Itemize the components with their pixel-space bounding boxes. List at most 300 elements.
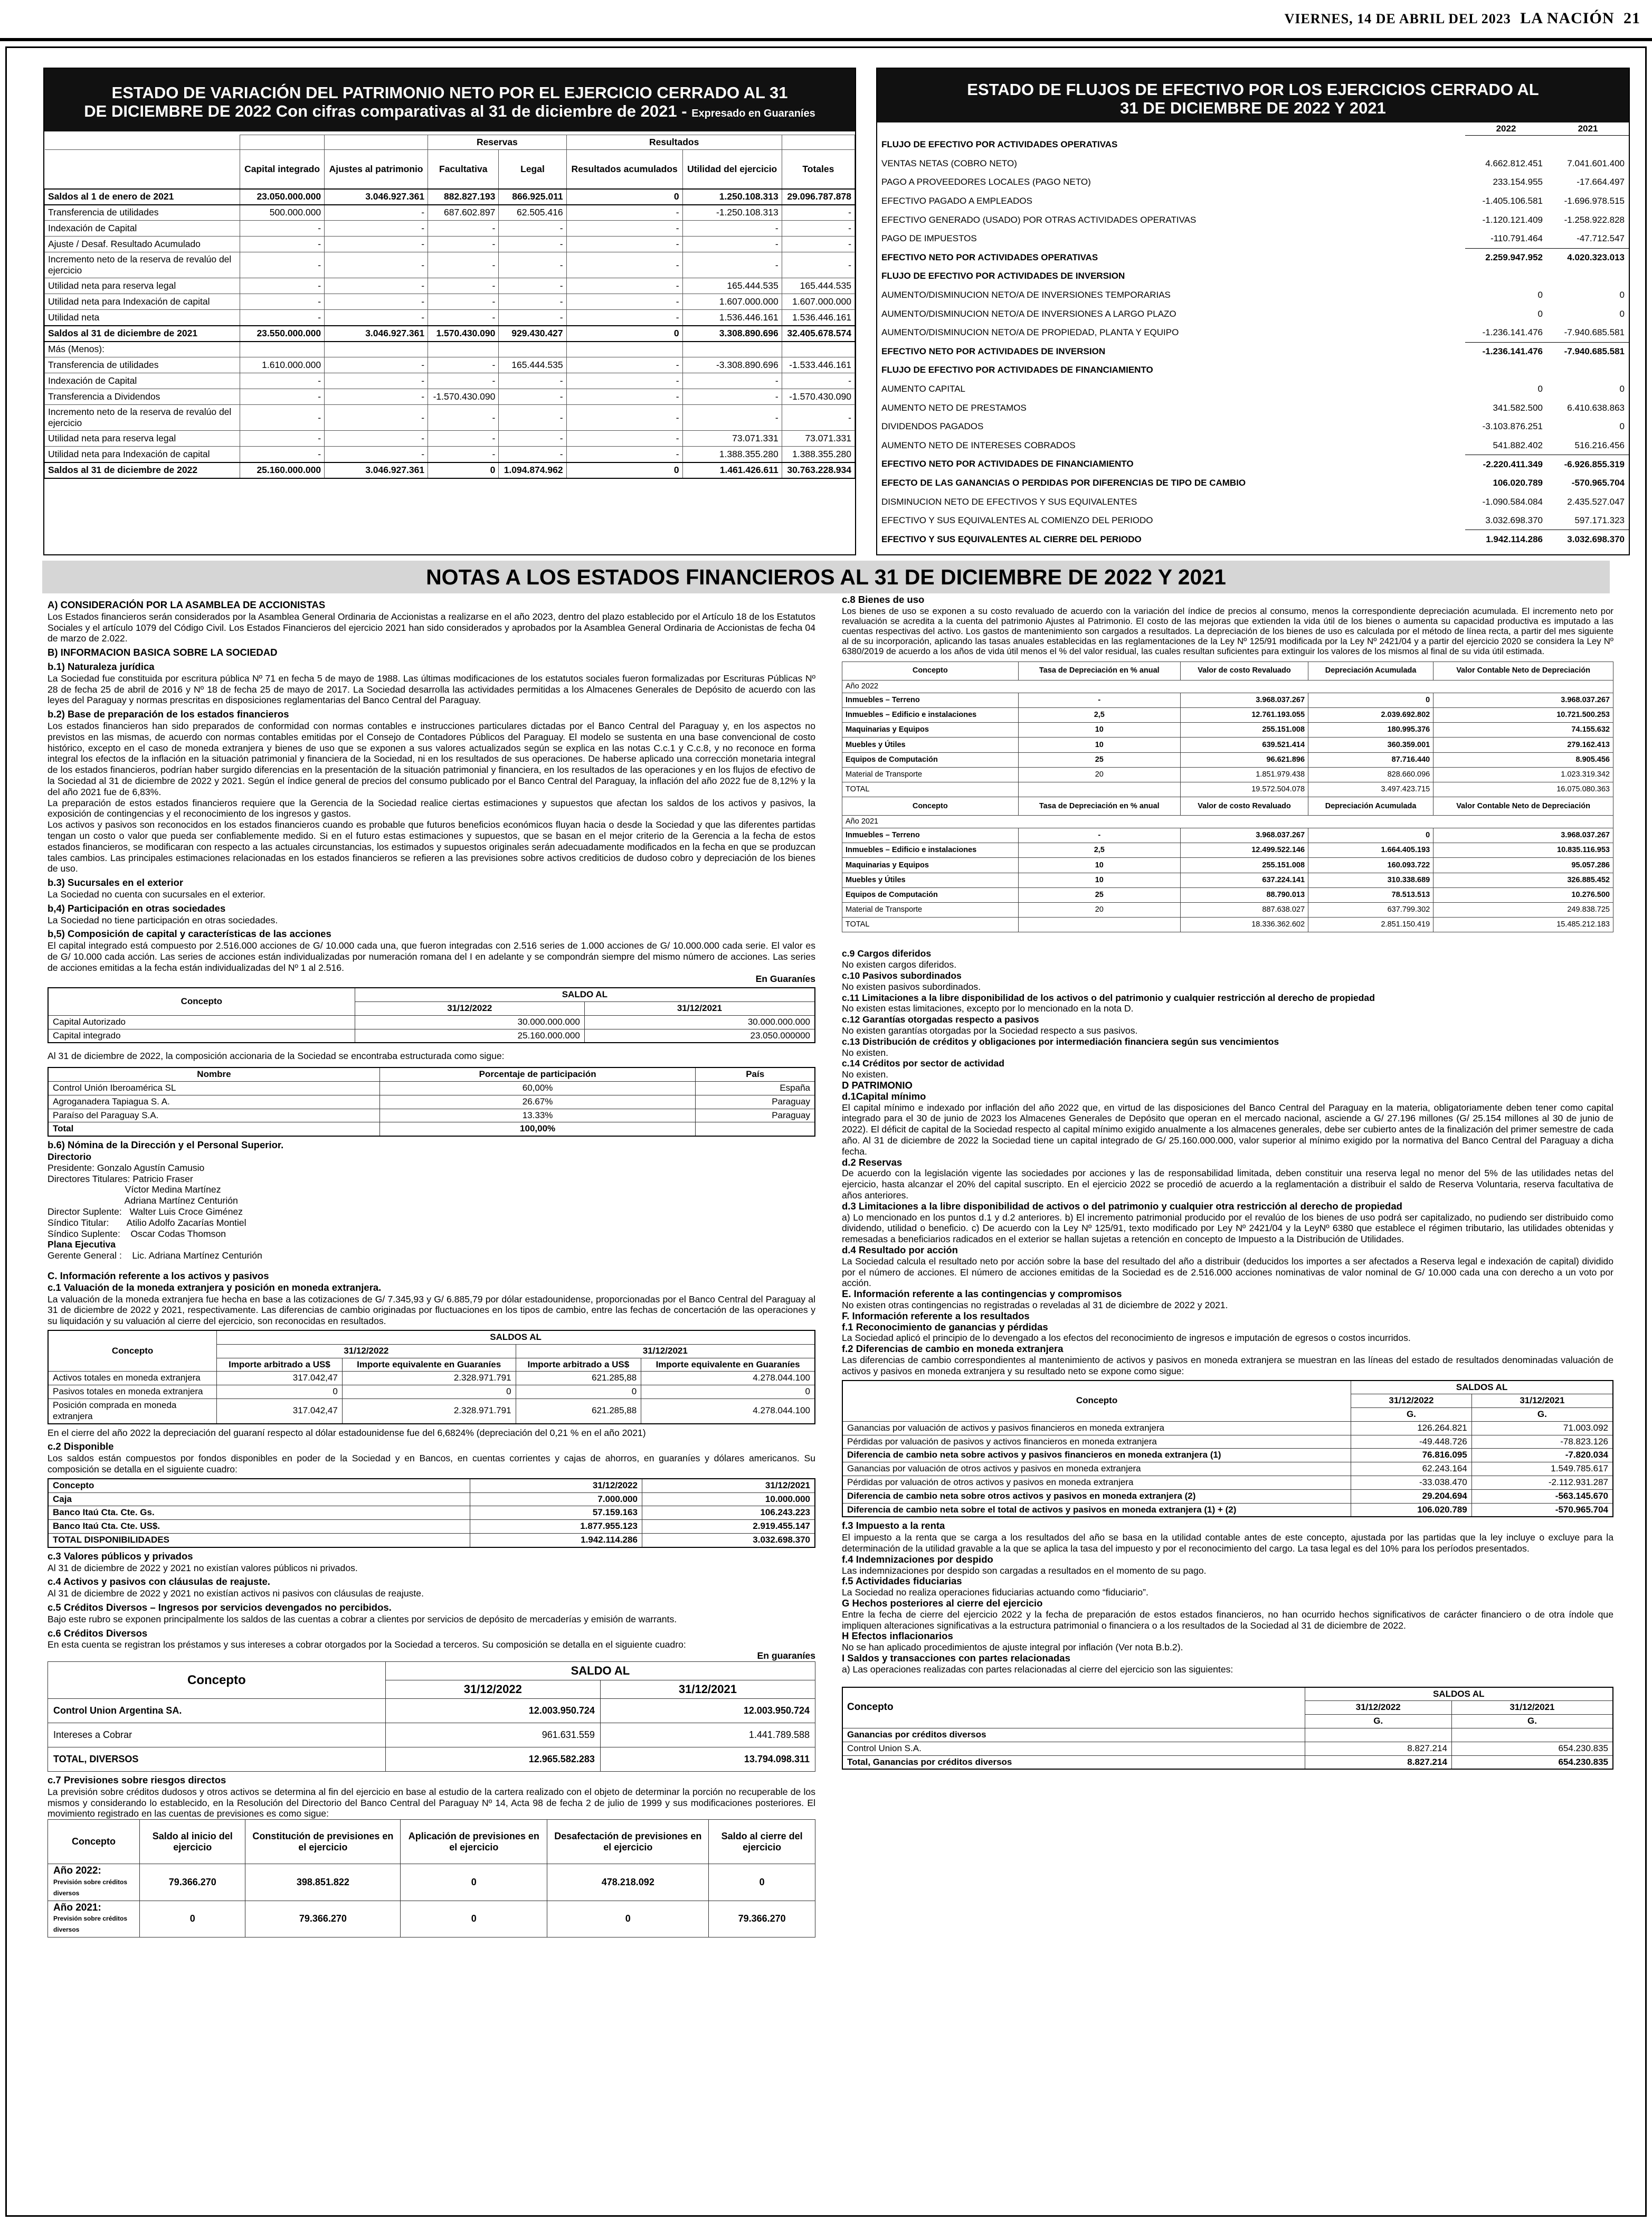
table-cell: 62.243.164 <box>1351 1462 1472 1476</box>
table-cell: 1.536.446.161 <box>682 310 782 326</box>
board-line: Plana Ejecutiva <box>48 1239 116 1250</box>
table-row <box>842 1435 1613 1449</box>
table-cell: 360.359.001 <box>1308 738 1433 752</box>
paragraph: La Sociedad no cuenta con sucursales en el exterior. <box>48 889 265 900</box>
section-heading: c.13 Distribución de créditos y obligaciones por intermediación financiera según sus vencimientos <box>842 1036 1279 1047</box>
col-header: Capital integrado <box>240 150 325 189</box>
table-cell: -570.965.704 <box>1471 1503 1613 1517</box>
table-row <box>842 1755 1613 1769</box>
table-cell: TOTAL DISPONIBILIDADES <box>48 1533 470 1547</box>
table-cell: 0 <box>566 326 682 342</box>
section-heading: f.1 Reconocimiento de ganancias y pérdidas <box>842 1321 1048 1332</box>
col-header: Depreciación Acumulada <box>1308 797 1433 816</box>
table-row <box>48 1723 815 1747</box>
table-cell: Diferencia de cambio neta sobre el total de activos y pasivos en moneda extranjera (1) + (2) <box>842 1503 1351 1517</box>
table-row <box>877 399 1629 418</box>
table-cell: - <box>428 221 499 237</box>
table-cell: 4.662.812.451 <box>1485 158 1543 168</box>
table-cell: - <box>428 373 499 389</box>
table-cell: 106.020.789 <box>1351 1503 1472 1517</box>
paragraph: No existen estas limitaciones, excepto por lo mencionado en la nota D. <box>842 1003 1134 1014</box>
table-cell: 654.230.835 <box>1451 1755 1613 1769</box>
board-line: Síndico Titular: Atilio Adolfo Zacarías Montiel <box>48 1217 246 1228</box>
notes-list <box>842 948 1613 1080</box>
table-row <box>877 229 1629 248</box>
table-cell: 1.388.355.280 <box>782 447 855 462</box>
table-row <box>45 237 855 252</box>
paragraph: No existen otras contingencias no registradas o reveladas al 31 de diciembre de 2022 y 2021. <box>842 1299 1228 1310</box>
section-heading: c.9 Cargos diferidos <box>842 948 932 959</box>
table-cell: 13.794.098.311 <box>600 1747 815 1771</box>
table-cell: - <box>325 405 428 431</box>
table-cell: 1.094.874.962 <box>499 462 566 478</box>
table-cell: -570.965.704 <box>1571 477 1625 488</box>
table-cell: Posición comprada en moneda extranjera <box>48 1399 217 1424</box>
row-label: Ajuste / Desaf. Resultado Acumulado <box>45 237 240 252</box>
table-cell: 3.968.037.267 <box>1433 828 1613 843</box>
section-heading: c.10 Pasivos subordinados <box>842 970 962 981</box>
paragraph: Entre la fecha de cierre del ejercicio 2022 y la fecha de preparación de estos estados financieros, no han ocurrido hechos significativos de carácter financiero o de otra índole que impliquen alteraciones significativas a la estructura patrimonial o financiera o a los resultados de la Sociedad al 31 de diciembre de 2022. <box>842 1609 1613 1631</box>
table-row <box>877 173 1629 192</box>
table-row <box>48 1492 815 1506</box>
col-header: Valor Contable Neto de Depreciación <box>1433 661 1613 680</box>
row-label: FLUJO DE EFECTIVO POR ACTIVIDADES OPERATIVAS <box>881 139 1118 150</box>
paragraph: a) Las operaciones realizadas con partes relacionadas al cierre del ejercicio son las siguientes: <box>842 1664 1233 1675</box>
table-cell: 828.660.096 <box>1308 767 1433 782</box>
table-row <box>842 1421 1613 1435</box>
table-row <box>45 310 855 326</box>
table-cell: 3.968.037.267 <box>1181 828 1308 843</box>
table-row <box>842 1476 1613 1490</box>
paragraph: Los saldos están compuestos por fondos disponibles en poder de la Sociedad y en Bancos, en cuentas corrientes y cajas de ahorros, en guaraníes y dólares americanos. Su composición se detalla en el siguiente cuadro: <box>48 1453 815 1475</box>
table-cell: -1.570.430.090 <box>428 389 499 405</box>
table-cell: - <box>782 252 855 278</box>
table-cell <box>1305 1728 1451 1742</box>
table-cell: 25 <box>1018 752 1181 767</box>
table-row <box>842 738 1613 752</box>
col-header: Utilidad del ejercicio <box>682 150 782 189</box>
row-label: Utilidad neta <box>45 310 240 326</box>
section-heading: B) INFORMACION BASICA SOBRE LA SOCIEDAD <box>48 647 278 658</box>
unit-label: En Guaraníes <box>755 973 815 984</box>
table-cell: 79.366.270 <box>140 1864 245 1901</box>
table-cell: 126.264.821 <box>1351 1421 1472 1435</box>
section-heading: b.6) Nómina de la Dirección y el Personal Superior. <box>48 1139 284 1151</box>
table-row <box>842 1742 1613 1755</box>
table-row <box>842 782 1613 797</box>
table-cell: 96.621.896 <box>1181 752 1308 767</box>
table-cell: 478.218.092 <box>547 1864 709 1901</box>
table-cell: Material de Transporte <box>842 767 1019 782</box>
table-cell: Ganancias por créditos diversos <box>842 1728 1305 1742</box>
section-heading: c.8 Bienes de uso <box>842 594 925 605</box>
table-cell: Paraguay <box>696 1109 815 1122</box>
table-cell: 2.328.971.791 <box>342 1372 516 1385</box>
patrimonio-table <box>44 135 855 479</box>
table-cell: Muebles y Útiles <box>842 738 1019 752</box>
board-line: Presidente: Gonzalo Agustín Camusio <box>48 1162 205 1173</box>
table-cell <box>1547 136 1629 155</box>
table-row <box>877 305 1629 324</box>
table-cell: -1.258.922.828 <box>1564 214 1625 225</box>
table-row <box>842 858 1613 873</box>
table-cell: Control Unión Iberoamérica SL <box>48 1082 379 1095</box>
table-cell: 2.851.150.419 <box>1308 918 1433 932</box>
paragraph: Bajo este rubro se exponen principalmente los saldos de las cuentas a cobrar a clientes por servicios de depósito de mercaderías y emisión de warrants. <box>48 1613 677 1624</box>
table-cell: 12.003.950.724 <box>385 1698 600 1723</box>
table-cell: - <box>566 205 682 221</box>
table-cell: 180.995.376 <box>1308 723 1433 738</box>
row-label: EFECTIVO PAGADO A EMPLEADOS <box>881 196 1032 206</box>
table-cell: - <box>1018 693 1181 707</box>
col-header: Saldo al inicio del ejercicio <box>140 1820 245 1864</box>
table-row <box>45 205 855 221</box>
table-row <box>877 436 1629 455</box>
section-heading: b.3) Sucursales en el exterior <box>48 877 184 889</box>
table-cell: España <box>696 1082 815 1095</box>
table-cell: - <box>240 278 325 294</box>
row-label: Transferencia a Dividendos <box>45 389 240 405</box>
table-cell: 961.631.559 <box>385 1723 600 1747</box>
table-cell: Activos totales en moneda extranjera <box>48 1372 217 1385</box>
paragraph: Las diferencias de cambio correspondientes al mantenimiento de activos y pasivos en moneda extranjera se muestran en las líneas del estado de resultados denominadas valuación de activos y pasivos en moneda extranjera y su resultado neto se expone como sigue: <box>842 1354 1613 1376</box>
col-header: Tasa de Depreciación en % anual <box>1018 661 1181 680</box>
table-cell: TOTAL, DIVERSOS <box>48 1747 386 1771</box>
table-cell: 0 <box>1537 384 1543 394</box>
table-cell: - <box>682 252 782 278</box>
table-cell: Ganancias por valuación de otros activos y pasivos en moneda extranjera <box>842 1462 1351 1476</box>
table-cell: - <box>428 447 499 462</box>
table-row <box>842 767 1613 782</box>
col-2022: 2022 <box>1465 122 1547 136</box>
table-row <box>877 530 1629 549</box>
cash-flow-title: ESTADO DE FLUJOS DE EFECTIVO POR LOS EJERCICIOS CERRADO AL 31 DE DICIEMBRE DE 2022 Y 2021 <box>877 69 1629 122</box>
board-line: Síndico Suplente: Oscar Codas Thomson <box>48 1228 226 1239</box>
section-heading: f.3 Impuesto a la renta <box>842 1520 945 1532</box>
table-cell: 20 <box>1018 767 1181 782</box>
table-cell <box>782 342 855 357</box>
table-cell: Equipos de Computación <box>842 887 1019 902</box>
board-line: Víctor Medina Martínez <box>48 1184 221 1195</box>
table-cell: 0 <box>1308 693 1433 707</box>
table-row <box>842 723 1613 738</box>
table-row <box>877 267 1629 286</box>
table-cell: 100,00% <box>379 1122 696 1136</box>
table-cell: Inmuebles – Edificio e instalaciones <box>842 707 1019 722</box>
notes-left-column <box>48 597 815 1938</box>
table-cell: 10 <box>1018 738 1181 752</box>
row-label: AUMENTO/DISMINUCION NETO/A DE PROPIEDAD, PLANTA Y EQUIPO <box>881 327 1179 338</box>
table-cell: - <box>240 237 325 252</box>
table-row <box>48 1385 815 1399</box>
table-row <box>842 752 1613 767</box>
col-header: Totales <box>782 150 855 189</box>
foreign-currency-table: Concepto SALDOS AL 31/12/2022 31/12/2021 Importe arbitrado a US$ Importe equivalente en Guaraníes Importe arbitrado a US$ Importe equivalente en Guaraníes Activos totales en moneda extranjera 317.042,47 2.328.971.791 621.285,88 4.278.044.100 Pasivos totales en moneda extranjera 0 0 0 0 Posición comprada en moneda extranjera 317.042,47 2.328.971.791 621.285,88 4.278.044.100 <box>48 1330 815 1424</box>
table-cell: 3.032.698.370 <box>1567 534 1625 545</box>
credits-table: Concepto SALDO AL 31/12/2022 31/12/2021 Control Union Argentina SA. 12.003.950.724 12.003.950.724 Intereses a Cobrar 961.631.559 1.441.789.588 TOTAL, DIVERSOS 12.965.582.283 13.794.098.311 <box>48 1661 815 1772</box>
table-cell: 30.000.000.000 <box>355 1015 584 1029</box>
paragraph: Los activos y pasivos son reconocidos en los estados financieros cuando es probable que futuros beneficios económicos fluyan hacia o desde la Sociedad y que las diferentes partidas tengan un costo o valor que pueda ser confiablemente medido. Si en el futuro estas estimaciones y supuestos, que se basan en el mejor criterio de la Gerencia a la fecha de estos estados financieros, se modificaran con respecto a las actuales circunstancias, los estimados y supuestos originales serán adecuadamente modificados en la fecha en que se produzcan tales cambios. Las principales estimaciones relacionadas en los estados financieros se refieren a las previsiones sobre activos crediticios de dudoso cobro y depreciación de los bienes de uso. <box>48 819 815 874</box>
group-reservas: Reservas <box>428 135 566 150</box>
table-cell <box>1547 361 1629 380</box>
table-cell: 3.497.423.715 <box>1308 782 1433 797</box>
unit-label: En guaraníes <box>757 1650 815 1661</box>
table-cell: 20 <box>1018 903 1181 918</box>
table-row <box>48 1122 815 1136</box>
table-cell: - <box>566 373 682 389</box>
table-cell: - <box>428 294 499 310</box>
table-cell: - <box>325 278 428 294</box>
fixed-assets-table: Concepto Tasa de Depreciación en % anual Valor de costo Revaluado Depreciación Acumulada Valor Contable Neto de Depreciación Año 2022 Inmuebles – Terreno - 3.968.037.267 0 3.968.037.267 Inmuebles – Edificio e instalaciones 2,5 12.761.193.055 2.039.692.802 10.721.500.253 Maquinarias y Equipos 10 255.151.008 180.995.376 74.155.632 Muebles y Útiles 10 639.521.414 360.359.001 279.162.413 Equipos de Computación 25 96.621.896 87.716.440 8.905.456 Material de Transporte 20 1.851.979.438 828.660.096 1.023.319.342 TOTAL 19.572.504.078 3.497.423.715 16.075.080.363 Concepto Tasa de Depreciación en % anual Valor de costo Revaluado Depreciación Acumulada Valor Contable Neto de Depreciación Año 2021 Inmuebles – Terreno - 3.968.037.267 0 3.968.037.267 Inmuebles – Edificio e instalaciones 2,5 12.499.522.146 1.664.405.193 10.835.116.953 Maquinarias y Equipos 10 255.151.008 160.093.722 95.057.286 Muebles y Útiles 10 637.224.141 310.338.689 326.885.452 Equipos de Computación 25 88.790.013 78.513.513 10.276.500 Material de Transporte 20 887.638.027 637.799.302 249.838.725 TOTAL 18.336.362.602 2.851.150.419 15.485.212.183 <box>842 661 1613 933</box>
col-header: Facultativa <box>428 150 499 189</box>
paragraph: No existen cargos diferidos. <box>842 959 957 970</box>
table-row <box>877 380 1629 399</box>
table-cell: 1.851.979.438 <box>1181 767 1308 782</box>
row-label: DISMINUCION NETO DE EFECTIVOS Y SUS EQUIVALENTES <box>881 496 1137 507</box>
table-cell: 88.790.013 <box>1181 887 1308 902</box>
row-label: AUMENTO NETO DE PRESTAMOS <box>881 402 1027 413</box>
row-label: Saldos al 31 de diciembre de 2021 <box>45 326 240 342</box>
paragraph: Al 31 de diciembre de 2022 y 2021 no existían activos ni pasivos con cláusulas de reajuste. <box>48 1588 424 1599</box>
table-cell: 62.505.416 <box>499 205 566 221</box>
table-row <box>842 903 1613 918</box>
table-cell: 0 <box>516 1385 641 1399</box>
col-header: Concepto <box>48 1820 140 1864</box>
table-cell: - <box>566 389 682 405</box>
section-heading: c.5 Créditos Diversos – Ingresos por servicios devengados no percibidos. <box>48 1601 392 1613</box>
table-cell: 2,5 <box>1018 707 1181 722</box>
table-cell: - <box>499 278 566 294</box>
table-cell: 3.046.927.361 <box>325 326 428 342</box>
table-cell: Paraguay <box>696 1095 815 1109</box>
table-cell: 12.003.950.724 <box>600 1698 815 1723</box>
section-heading: I Saldos y transacciones con partes relacionadas <box>842 1652 1070 1664</box>
header-newspaper: LA NACIÓN <box>1520 10 1615 27</box>
table-cell: Diferencia de cambio neta sobre otros activos y pasivos en moneda extranjera (2) <box>842 1489 1351 1503</box>
table-cell: 0 <box>1308 828 1433 843</box>
table-cell: 0 <box>566 462 682 478</box>
table-cell: -3.103.876.251 <box>1482 421 1543 432</box>
paragraph: La previsión sobre créditos dudosos y otros activos se determina al fin del ejercicio en base al estudio de la cartera realizado con el objeto de determinar la porción no recuperable de los mismos y considerando lo establecido, en la Resolución del Directorio del Banco Central del Paraguay Nº 14, Acta 98 de fecha 2 de julio de 1999 y sus modificaciones posteriores. El movimiento registrado en las cuentas de previsiones es como sigue: <box>48 1786 815 1819</box>
table-cell: - <box>325 373 428 389</box>
paragraph: El impuesto a la renta que se carga a los resultados del año se basa en la utilidad contable antes de este concepto, ajustada por las partidas que la ley incluye o excluye para la determinación de la utilidad gravable a la que se aplica la tasa del impuesto y por el reconocimiento del cargo. La tasa legal es del 10% para los períodos presentados. <box>842 1532 1613 1554</box>
table-cell: 3.046.927.361 <box>325 189 428 205</box>
table-cell: - <box>240 252 325 278</box>
provisions-table <box>48 1819 815 1938</box>
section-heading: f.5 Actividades fiduciarias <box>842 1575 962 1587</box>
table-row <box>842 1449 1613 1462</box>
table-cell: 79.366.270 <box>709 1901 815 1937</box>
col-header: Ajustes al patrimonio <box>325 150 428 189</box>
col-header: Tasa de Depreciación en % anual <box>1018 797 1181 816</box>
section-heading: G Hechos posteriores al cierre del ejercicio <box>842 1598 1043 1609</box>
row-label: PAGO DE IMPUESTOS <box>881 233 977 244</box>
table-cell: - <box>682 373 782 389</box>
table-cell: - <box>566 405 682 431</box>
table-cell: - <box>325 447 428 462</box>
table-cell: 32.405.678.574 <box>782 326 855 342</box>
table-cell: - <box>428 431 499 447</box>
table-cell: 10.276.500 <box>1433 887 1613 902</box>
table-cell: - <box>240 221 325 237</box>
table-row <box>45 189 855 205</box>
notes-right-column <box>842 594 1613 1773</box>
table-cell: - <box>566 294 682 310</box>
table-cell: - <box>428 405 499 431</box>
table-cell: 3.968.037.267 <box>1433 693 1613 707</box>
table-cell: - <box>566 252 682 278</box>
table-cell: - <box>499 252 566 278</box>
table-cell: 0 <box>566 189 682 205</box>
col-header: Legal <box>499 150 566 189</box>
paragraph: a) Lo mencionado en los puntos d.1 y d.2 anteriores. b) El incremento patrimonial producido por el revalúo de los bienes de uso podrá ser capitalizado, no pudiendo ser distribuido como dividendo, utilidad o beneficio. c) De acuerdo con la Ley Nº 125/91, texto modificado por Ley Nº 2421/04 y la LeyNº 6380 que establece el régimen tributario, las utilidades obtenidas y remesadas a beneficiarios radicados en el exterior se hallan sujetas a retención en concepto de Impuesto a la Distribución de Utilidades. <box>842 1212 1613 1245</box>
table-cell: - <box>499 294 566 310</box>
table-cell: - <box>782 221 855 237</box>
section-heading: c.12 Garantías otorgadas respecto a pasivos <box>842 1014 1039 1025</box>
col-header: Resultados acumulados <box>566 150 682 189</box>
table-cell: 25 <box>1018 887 1181 902</box>
table-cell: 2.039.692.802 <box>1308 707 1433 722</box>
table-cell: 3.968.037.267 <box>1181 693 1308 707</box>
row-label: Transferencia de utilidades <box>45 357 240 373</box>
table-cell: 249.838.725 <box>1433 903 1613 918</box>
table-cell: 23.050.000.000 <box>240 189 325 205</box>
col-header: Constitución de previsiones en el ejercicio <box>245 1820 401 1864</box>
table-cell: - <box>1018 828 1181 843</box>
table-cell: 326.885.452 <box>1433 873 1613 887</box>
table-row <box>877 192 1629 211</box>
table-cell: - <box>325 431 428 447</box>
section-heading: E. Información referente a las contingencias y compromisos <box>842 1288 1122 1300</box>
table-cell: 0 <box>641 1385 815 1399</box>
table-row <box>842 918 1613 932</box>
patrimonio-title: ESTADO DE VARIACIÓN DEL PATRIMONIO NETO POR EL EJERCICIO CERRADO AL 31 DE DICIEMBRE DE 2022 Con cifras comparativas al 31 de diciembre de 2021 - Expresado en Guaraníes <box>44 69 855 131</box>
table-cell: 73.071.331 <box>782 431 855 447</box>
section-heading: c.3 Valores públicos y privados <box>48 1550 193 1562</box>
table-cell: 8.905.456 <box>1433 752 1613 767</box>
paragraph: Al 31 de diciembre de 2022 y 2021 no existían valores públicos ni privados. <box>48 1562 358 1573</box>
section-heading: d.1Capital mínimo <box>842 1090 926 1102</box>
table-cell: 621.285,88 <box>516 1372 641 1385</box>
table-cell: 10 <box>1018 723 1181 738</box>
section-heading: d.2 Reservas <box>842 1156 903 1168</box>
table-cell: - <box>325 237 428 252</box>
table-cell: - <box>240 389 325 405</box>
board-line: Directorio <box>48 1151 92 1163</box>
section-heading: C. Información referente a los activos y pasivos <box>48 1270 269 1282</box>
table-row <box>877 211 1629 230</box>
table-cell: -1.533.446.161 <box>782 357 855 373</box>
board-line: Adriana Martínez Centurión <box>48 1195 238 1206</box>
table-cell <box>1465 136 1547 155</box>
row-label: FLUJO DE EFECTIVO POR ACTIVIDADES DE FINANCIAMIENTO <box>881 365 1153 375</box>
table-cell: 30.763.228.934 <box>782 462 855 478</box>
table-row <box>48 1399 815 1424</box>
table-row <box>877 417 1629 436</box>
section-heading: b,5) Composición de capital y características de las acciones <box>48 928 331 940</box>
section-heading: c.4 Activos y pasivos con cláusulas de reajuste. <box>48 1576 270 1587</box>
table-cell: 71.003.092 <box>1471 1421 1613 1435</box>
table-cell: 10.721.500.253 <box>1433 707 1613 722</box>
col-header: Desafectación de previsiones en el ejercicio <box>547 1820 709 1864</box>
patrimonio-statement <box>43 68 856 555</box>
shareholders-table: Nombre Porcentaje de participación País Control Unión Iberoamérica SL 60,00% España Agroganadera Tapiagua S. A. 26.67% Paraguay Paraíso del Paraguay S.A. 13.33% Paraguay Total 100,00% <box>48 1067 815 1137</box>
table-cell: 1.461.426.611 <box>682 462 782 478</box>
table-cell: 1.549.785.617 <box>1471 1462 1613 1476</box>
table-cell: -49.448.726 <box>1351 1435 1472 1449</box>
table-cell: 2.919.455.147 <box>642 1520 815 1534</box>
table-cell: Banco Itaú Cta. Cte. US$. <box>48 1520 470 1534</box>
table-cell: - <box>240 431 325 447</box>
section-heading: c.14 Créditos por sector de actividad <box>842 1058 1004 1069</box>
table-cell: 1.877.955.123 <box>470 1520 642 1534</box>
table-cell: - <box>566 221 682 237</box>
row-label: Indexación de Capital <box>45 221 240 237</box>
table-cell: - <box>240 447 325 462</box>
table-cell: 23.550.000.000 <box>240 326 325 342</box>
section-heading: b,4) Participación en otras sociedades <box>48 902 226 914</box>
table-cell: 76.816.095 <box>1351 1449 1472 1462</box>
table-cell: -1.250.108.313 <box>682 205 782 221</box>
row-label: Utilidad neta para Indexación de capital <box>45 294 240 310</box>
table-cell: - <box>325 357 428 373</box>
table-cell: -6.926.855.319 <box>1564 459 1625 469</box>
table-cell <box>696 1122 815 1136</box>
table-cell <box>1018 782 1181 797</box>
table-cell: 1.441.789.588 <box>600 1723 815 1747</box>
table-row <box>48 1082 815 1095</box>
table-cell: 0 <box>1619 421 1625 432</box>
table-cell: 57.159.163 <box>470 1506 642 1520</box>
table-row <box>48 1506 815 1520</box>
table-cell: -78.823.126 <box>1471 1435 1613 1449</box>
table-cell: 1.664.405.193 <box>1308 843 1433 858</box>
row-label: AUMENTO NETO DE INTERESES COBRADOS <box>881 440 1076 450</box>
table-cell: 1.607.000.000 <box>682 294 782 310</box>
table-cell: 3.032.698.370 <box>1465 511 1547 530</box>
table-cell: 0 <box>1619 308 1625 319</box>
paragraph: El capital integrado está compuesto por 2.516.000 acciones de G/ 10.000 cada una, que fueron integradas con 2.516 series de 1.000 acciones de G/ 10.000.000 cada serie. El valor es de G/ 10.000 cada acción. Las series de acciones están individualizadas por numeración romana del I en adelante y se compondrán siempre del mismo número de acciones. Las series de acciones emitidas a la fecha están individualizadas del Nº 1 al 2.516. <box>48 940 815 973</box>
table-cell: 866.925.011 <box>499 189 566 205</box>
table-row <box>877 474 1629 493</box>
paragraph: No existen garantías otorgadas por la Sociedad respecto a sus pasivos. <box>842 1025 1138 1036</box>
table-row <box>45 342 855 357</box>
table-cell: 10 <box>1018 873 1181 887</box>
table-row <box>45 389 855 405</box>
table-cell: - <box>428 237 499 252</box>
col-header: Valor Contable Neto de Depreciación <box>1433 797 1613 816</box>
table-cell: Paraíso del Paraguay S.A. <box>48 1109 379 1122</box>
table-row <box>45 278 855 294</box>
section-heading: c.1 Valuación de la moneda extranjera y posición en moneda extranjera. <box>48 1281 382 1293</box>
table-cell: 0 <box>217 1385 343 1399</box>
related-parties-table: Concepto SALDOS AL 31/12/2022 31/12/2021 G. G. Ganancias por créditos diversos Control Union S.A. 8.827.214 654.230.835 Total, Ganancias por créditos diversos 8.827.214 654.230.835 <box>842 1687 1613 1770</box>
table-cell: - <box>325 389 428 405</box>
table-cell: Banco Itaú Cta. Cte. Gs. <box>48 1506 470 1520</box>
table-row <box>877 361 1629 380</box>
table-cell: 4.278.044.100 <box>641 1399 815 1424</box>
table-cell: -1.570.430.090 <box>782 389 855 405</box>
table-cell: 1.942.114.286 <box>1486 534 1543 545</box>
row-label: EFECTIVO Y SUS EQUIVALENTES AL CIERRE DEL PERIODO <box>881 534 1142 544</box>
table-cell: - <box>499 447 566 462</box>
table-cell: 18.336.362.602 <box>1181 918 1308 932</box>
table-cell: Maquinarias y Equipos <box>842 858 1019 873</box>
table-row <box>842 707 1613 722</box>
table-row <box>877 342 1629 361</box>
row-label: Año 2022: <box>53 1865 101 1877</box>
row-label: FLUJO DE EFECTIVO POR ACTIVIDADES DE INVERSION <box>881 271 1125 281</box>
